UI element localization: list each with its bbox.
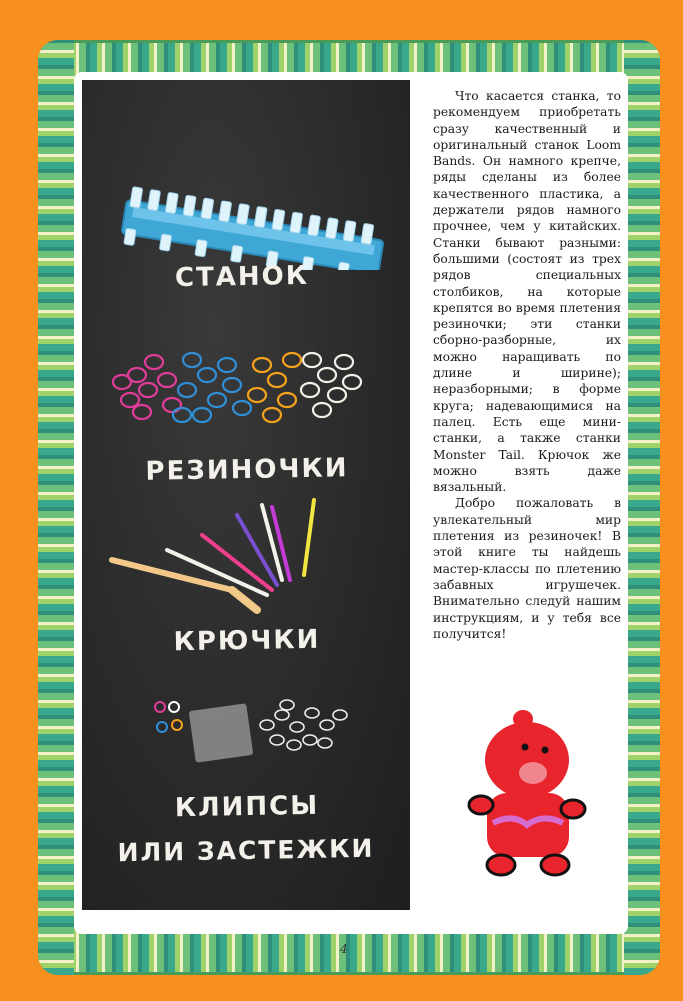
body-text: [433, 88, 621, 642]
paragraph: Добро пожаловать в увлекательный мир плетения из резиночек! В этой книге ты найдешь мастер-классы по плетению забавных игрушечек. Внимательно следуй нашим инструкциям, и у тебя все получится!: [433, 496, 621, 641]
label-bands: РЕЗИНОЧКИ: [145, 453, 349, 487]
label-loom: СТАНОК: [174, 260, 310, 294]
clips-image: [82, 685, 410, 775]
toy-image: [465, 705, 615, 905]
page-number: 4: [340, 942, 348, 956]
label-clips-line2: ИЛИ ЗАСТЕЖКИ: [117, 833, 375, 868]
loom-image: [82, 80, 410, 270]
rubber-bands-image: [82, 320, 410, 440]
label-hooks: КРЮЧКИ: [173, 624, 321, 658]
label-clips-line1: КЛИПСЫ: [174, 790, 320, 824]
chalkboard-panel: [82, 80, 410, 910]
paragraph: Что касается станка, то рекомендуем приобретать сразу качественный и оригинальный станок Loom Bands. Он намного крепче, ряды сделаны из более качественного пластика, а держатели рядов намного прочнее, чем у китайских. Станки бывают разными: большими (состоят из трех рядов специальных столбиков, на которые крепятся во время плетения резиночки; эти станки сборно-разборные, их можно наращивать по длине и ширине); неразборными; в форме круга; надевающимися на палец. Есть еще мини-станки, а также станки Monster Tail. Крючок же можно взять даже вязальный.: [433, 89, 621, 495]
hooks-image: [82, 495, 410, 635]
